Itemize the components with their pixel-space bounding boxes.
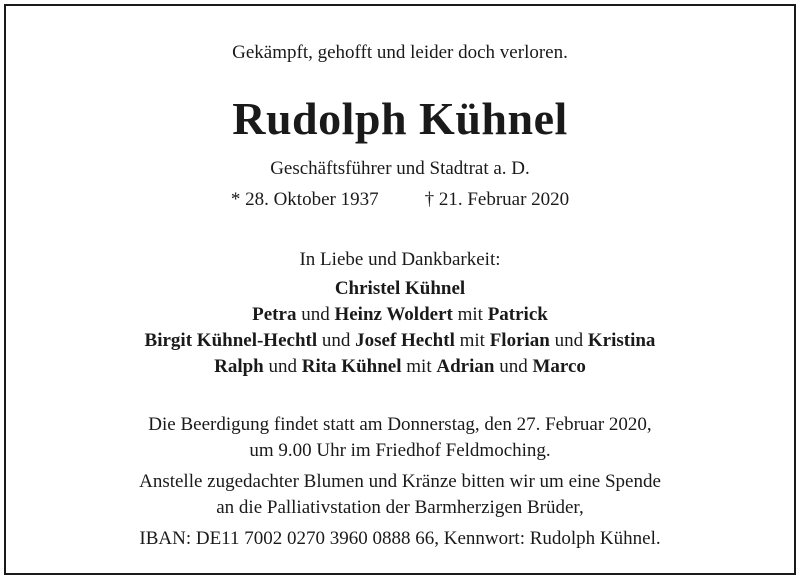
mourners-line-1 [6, 278, 794, 300]
mourner-name: Petra [252, 304, 297, 325]
connector-word: und [549, 330, 588, 351]
mourner-name: Rita Kühnel [301, 356, 402, 377]
mourner-name: Adrian [436, 356, 495, 377]
mourners-intro: In Liebe und Dankbarkeit: [299, 249, 501, 270]
deceased-name: Rudolph Kühnel [232, 93, 568, 144]
connector-word: mit [401, 356, 437, 377]
mourners-line-2 [6, 304, 794, 326]
connector-word: mit [454, 330, 490, 351]
mourner-name: Josef Hechtl [355, 330, 455, 351]
obituary-notice [4, 4, 796, 575]
connector-word: und [296, 304, 335, 325]
donation-info-line-1: Anstelle zugedachter Blumen und Kränze bitten wir um eine Spende [139, 471, 661, 492]
connector-word: und [317, 330, 356, 351]
mourners-line-3 [6, 330, 794, 352]
mourner-name: Birgit Kühnel-Hechtl [144, 330, 318, 351]
death-date: † 21. Februar 2020 [424, 189, 570, 210]
mourners-line-4 [6, 356, 794, 378]
mourner-name: Heinz Woldert [334, 304, 453, 325]
donation-info-line-2: an die Palliativstation der Barmherzigen Brüder, [216, 497, 584, 518]
mourner-name: Patrick [487, 304, 548, 325]
donation-bank-details: IBAN: DE11 7002 0270 3960 0888 66, Kennwort: Rudolph Kühnel. [139, 528, 661, 549]
funeral-info-line-2: um 9.00 Uhr im Friedhof Feldmoching. [249, 440, 551, 461]
connector-word: und [263, 356, 302, 377]
deceased-title: Geschäftsführer und Stadtrat a. D. [270, 158, 530, 179]
life-dates [6, 189, 794, 211]
funeral-info-line-1: Die Beerdigung findet statt am Donnerstag, den 27. Februar 2020, [148, 414, 652, 435]
connector-word: und [494, 356, 533, 377]
mourner-name: Florian [489, 330, 550, 351]
motto: Gekämpft, gehofft und leider doch verloren. [232, 42, 568, 63]
mourner-name: Marco [532, 356, 586, 377]
birth-date: * 28. Oktober 1937 [230, 189, 379, 210]
mourner-name: Kristina [587, 330, 656, 351]
mourner-name: Ralph [214, 356, 264, 377]
connector-word: mit [452, 304, 488, 325]
mourner-name: Christel Kühnel [334, 278, 466, 299]
